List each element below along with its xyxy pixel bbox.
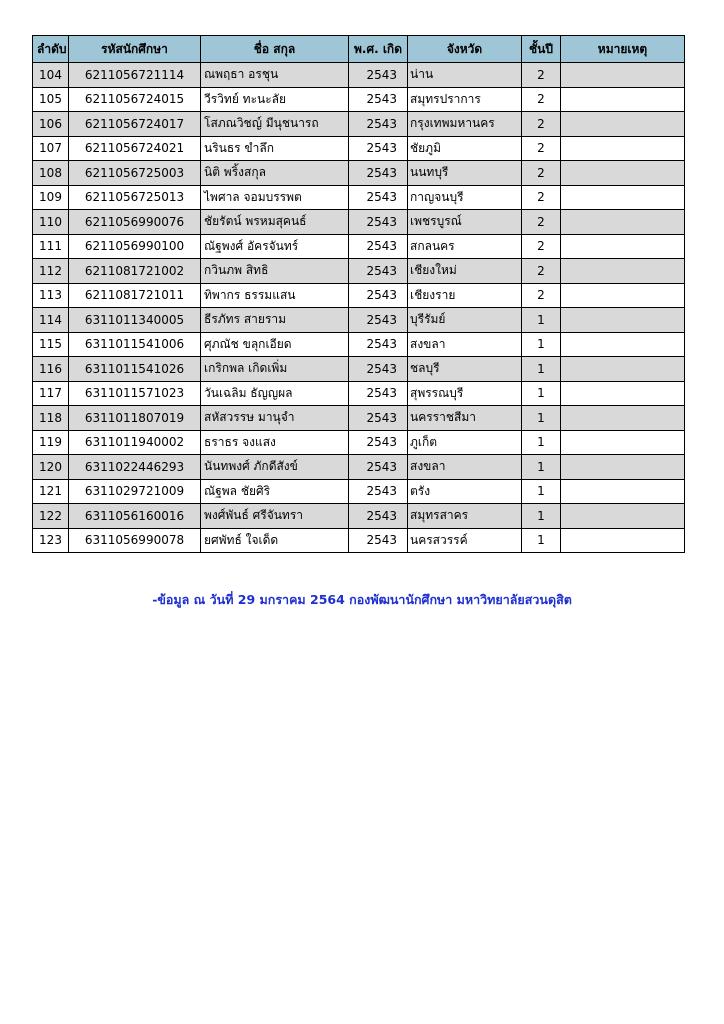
cell-student-id: 6211056990076 [69, 210, 201, 235]
cell-no: 111 [33, 234, 69, 259]
cell-province: น่าน [408, 63, 522, 88]
cell-note [561, 528, 685, 553]
cell-grade: 2 [522, 87, 561, 112]
cell-no: 104 [33, 63, 69, 88]
cell-birth-year: 2543 [349, 112, 408, 137]
cell-student-id: 6211056721114 [69, 63, 201, 88]
cell-grade: 1 [522, 406, 561, 431]
cell-no: 110 [33, 210, 69, 235]
table-row [33, 259, 685, 284]
cell-no: 123 [33, 528, 69, 553]
cell-province: กรุงเทพมหานคร [408, 112, 522, 137]
cell-no: 115 [33, 332, 69, 357]
cell-province: สงขลา [408, 455, 522, 480]
cell-student-id: 6311011940002 [69, 430, 201, 455]
cell-student-id: 6311056990078 [69, 528, 201, 553]
table-row [33, 381, 685, 406]
cell-name: โสภณวิชญ์ มีนุชนารถ [201, 112, 349, 137]
cell-province: สงขลา [408, 332, 522, 357]
cell-name: ไพศาล จอมบรรพต [201, 185, 349, 210]
table-row [33, 112, 685, 137]
cell-note [561, 357, 685, 382]
cell-name: ชัยรัตน์ พรหมสุคนธ์ [201, 210, 349, 235]
table-row [33, 308, 685, 333]
cell-note [561, 161, 685, 186]
table-row [33, 455, 685, 480]
table-row [33, 63, 685, 88]
cell-birth-year: 2543 [349, 332, 408, 357]
cell-grade: 2 [522, 234, 561, 259]
cell-birth-year: 2543 [349, 455, 408, 480]
cell-student-id: 6311011807019 [69, 406, 201, 431]
cell-province: บุรีรัมย์ [408, 308, 522, 333]
header-province: จังหวัด [408, 36, 522, 63]
cell-province: ชัยภูมิ [408, 136, 522, 161]
cell-grade: 2 [522, 63, 561, 88]
cell-birth-year: 2543 [349, 381, 408, 406]
cell-name: ณพฤธา อรชุน [201, 63, 349, 88]
cell-province: กาญจนบุรี [408, 185, 522, 210]
header-no: ลำดับ [33, 36, 69, 63]
cell-student-id: 6311029721009 [69, 479, 201, 504]
cell-birth-year: 2543 [349, 259, 408, 284]
cell-name: นันทพงศ์ ภักดีสังข์ [201, 455, 349, 480]
cell-no: 105 [33, 87, 69, 112]
cell-no: 108 [33, 161, 69, 186]
table-row [33, 136, 685, 161]
cell-name: ธีรภัทร สายราม [201, 308, 349, 333]
table-row [33, 87, 685, 112]
cell-grade: 1 [522, 381, 561, 406]
cell-grade: 1 [522, 308, 561, 333]
cell-birth-year: 2543 [349, 185, 408, 210]
table-row [33, 479, 685, 504]
table-row [33, 234, 685, 259]
cell-grade: 2 [522, 283, 561, 308]
cell-student-id: 6211056725013 [69, 185, 201, 210]
cell-grade: 1 [522, 332, 561, 357]
cell-birth-year: 2543 [349, 504, 408, 529]
cell-student-id: 6211056990100 [69, 234, 201, 259]
cell-grade: 2 [522, 161, 561, 186]
cell-grade: 1 [522, 479, 561, 504]
cell-name: นรินธร ขำลึก [201, 136, 349, 161]
cell-no: 107 [33, 136, 69, 161]
cell-student-id: 6311011340005 [69, 308, 201, 333]
cell-birth-year: 2543 [349, 210, 408, 235]
cell-no: 114 [33, 308, 69, 333]
table-row [33, 357, 685, 382]
cell-grade: 1 [522, 528, 561, 553]
cell-birth-year: 2543 [349, 234, 408, 259]
cell-birth-year: 2543 [349, 406, 408, 431]
cell-name: ทิพากร ธรรมแสน [201, 283, 349, 308]
cell-grade: 2 [522, 112, 561, 137]
table-row [33, 504, 685, 529]
table-row [33, 161, 685, 186]
cell-birth-year: 2543 [349, 161, 408, 186]
cell-no: 118 [33, 406, 69, 431]
cell-note [561, 479, 685, 504]
cell-note [561, 283, 685, 308]
cell-student-id: 6211081721002 [69, 259, 201, 284]
cell-province: นครราชสีมา [408, 406, 522, 431]
table-row [33, 332, 685, 357]
cell-note [561, 234, 685, 259]
cell-student-id: 6311011541006 [69, 332, 201, 357]
cell-note [561, 504, 685, 529]
cell-grade: 1 [522, 455, 561, 480]
cell-grade: 1 [522, 357, 561, 382]
table-row [33, 185, 685, 210]
cell-birth-year: 2543 [349, 136, 408, 161]
cell-note [561, 406, 685, 431]
cell-student-id: 6211056724021 [69, 136, 201, 161]
cell-student-id: 6311022446293 [69, 455, 201, 480]
cell-note [561, 210, 685, 235]
cell-note [561, 430, 685, 455]
cell-birth-year: 2543 [349, 479, 408, 504]
cell-student-id: 6211081721011 [69, 283, 201, 308]
table-row [33, 210, 685, 235]
cell-province: นครสวรรค์ [408, 528, 522, 553]
cell-no: 117 [33, 381, 69, 406]
cell-name: เกริกพล เกิดเพิ่ม [201, 357, 349, 382]
header-birth-year: พ.ศ. เกิด [349, 36, 408, 63]
cell-note [561, 63, 685, 88]
table-row [33, 283, 685, 308]
cell-province: สกลนคร [408, 234, 522, 259]
header-name: ชื่อ สกุล [201, 36, 349, 63]
cell-name: กวินภพ สิทธิ [201, 259, 349, 284]
cell-name: ณัฐพงศ์ อัครจันทร์ [201, 234, 349, 259]
cell-province: ตรัง [408, 479, 522, 504]
cell-grade: 1 [522, 504, 561, 529]
cell-birth-year: 2543 [349, 308, 408, 333]
cell-name: วันเฉลิม ธัญญผล [201, 381, 349, 406]
cell-province: นนทบุรี [408, 161, 522, 186]
cell-note [561, 87, 685, 112]
cell-grade: 2 [522, 210, 561, 235]
cell-no: 112 [33, 259, 69, 284]
cell-province: เชียงใหม่ [408, 259, 522, 284]
cell-birth-year: 2543 [349, 430, 408, 455]
cell-grade: 2 [522, 259, 561, 284]
cell-student-id: 6211056724015 [69, 87, 201, 112]
cell-province: สมุทรปราการ [408, 87, 522, 112]
cell-note [561, 136, 685, 161]
cell-note [561, 332, 685, 357]
cell-student-id: 6211056724017 [69, 112, 201, 137]
cell-grade: 1 [522, 430, 561, 455]
cell-grade: 2 [522, 136, 561, 161]
cell-name: พงศ์พันธ์ ศรีจันทรา [201, 504, 349, 529]
cell-name: นิติ พริ้งสกุล [201, 161, 349, 186]
cell-no: 116 [33, 357, 69, 382]
cell-grade: 2 [522, 185, 561, 210]
cell-province: เชียงราย [408, 283, 522, 308]
header-grade: ชั้นปี [522, 36, 561, 63]
cell-name: ยศพัทธ์ ใจเด็ด [201, 528, 349, 553]
cell-birth-year: 2543 [349, 528, 408, 553]
cell-name: สหัสวรรษ มานุจำ [201, 406, 349, 431]
cell-no: 120 [33, 455, 69, 480]
cell-birth-year: 2543 [349, 87, 408, 112]
cell-province: ภูเก็ต [408, 430, 522, 455]
header-student-id: รหัสนักศึกษา [69, 36, 201, 63]
cell-name: ณัฐพล ชัยศิริ [201, 479, 349, 504]
cell-note [561, 308, 685, 333]
cell-name: วีรวิทย์ ทะนะลัย [201, 87, 349, 112]
data-source-footnote: -ข้อมูล ณ วันที่ 29 มกราคม 2564 กองพัฒนานักศึกษา มหาวิทยาลัยสวนดุสิต [152, 592, 572, 607]
cell-name: ศุภณัช ขลุกเอียด [201, 332, 349, 357]
cell-no: 109 [33, 185, 69, 210]
cell-province: เพชรบูรณ์ [408, 210, 522, 235]
cell-student-id: 6311011571023 [69, 381, 201, 406]
table-header-row [33, 36, 685, 63]
cell-birth-year: 2543 [349, 283, 408, 308]
table-row [33, 406, 685, 431]
cell-birth-year: 2543 [349, 357, 408, 382]
cell-student-id: 6311011541026 [69, 357, 201, 382]
cell-no: 113 [33, 283, 69, 308]
cell-note [561, 259, 685, 284]
student-table [32, 35, 685, 553]
cell-name: ธราธร จงแสง [201, 430, 349, 455]
cell-province: สมุทรสาคร [408, 504, 522, 529]
cell-no: 119 [33, 430, 69, 455]
table-row [33, 528, 685, 553]
cell-birth-year: 2543 [349, 63, 408, 88]
header-note: หมายเหตุ [561, 36, 685, 63]
cell-no: 106 [33, 112, 69, 137]
cell-province: ชลบุรี [408, 357, 522, 382]
cell-note [561, 112, 685, 137]
cell-note [561, 381, 685, 406]
cell-student-id: 6211056725003 [69, 161, 201, 186]
cell-no: 121 [33, 479, 69, 504]
cell-province: สุพรรณบุรี [408, 381, 522, 406]
cell-student-id: 6311056160016 [69, 504, 201, 529]
cell-no: 122 [33, 504, 69, 529]
cell-note [561, 455, 685, 480]
cell-note [561, 185, 685, 210]
table-row [33, 430, 685, 455]
